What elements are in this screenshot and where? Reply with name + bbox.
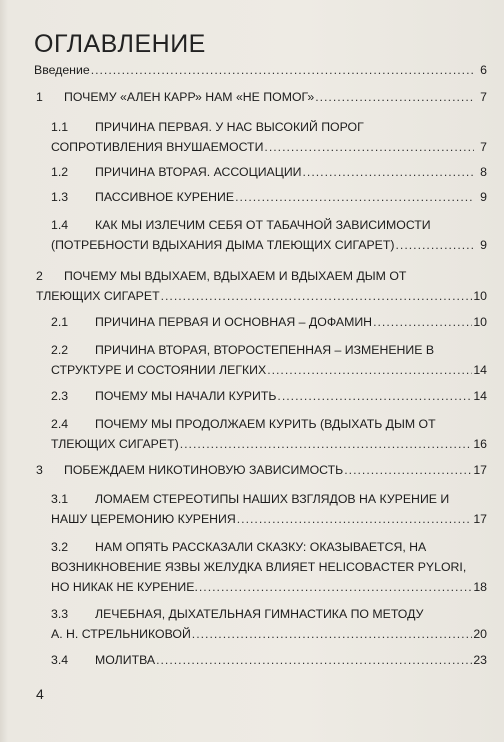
toc-entry[interactable] <box>51 187 487 207</box>
toc-leader-dots <box>315 87 474 107</box>
toc-page-number: 20 <box>473 627 487 641</box>
toc-leader-dots <box>180 434 473 454</box>
toc-leader-dots <box>344 460 472 480</box>
toc-leader-dots <box>264 137 474 157</box>
toc-number: 1 <box>36 90 43 104</box>
toc-line <box>36 286 487 306</box>
toc-number: 2.4 <box>51 417 69 431</box>
toc-leader-dots <box>373 312 472 332</box>
toc-title-text: ПОЧЕМУ «АЛЕН КАРР» НАМ «НЕ ПОМОГ» <box>64 90 315 104</box>
toc-number: 3.3 <box>51 607 69 621</box>
toc-line <box>51 312 487 332</box>
toc-line <box>51 187 487 207</box>
toc-title-text: ПРИЧИНА ПЕРВАЯ И ОСНОВНАЯ – ДОФАМИН <box>95 315 373 329</box>
toc-number: 1.4 <box>51 218 69 232</box>
toc-leader-dots <box>396 235 475 255</box>
toc-number: 3 <box>36 463 43 477</box>
toc-title-text: Введение <box>34 63 90 77</box>
toc-line <box>51 489 487 509</box>
toc-title-text: ПРИЧИНА ПЕРВАЯ. У НАС ВЫСОКИЙ ПОРОГ <box>95 120 364 134</box>
toc-number: 3.4 <box>51 653 69 667</box>
toc-line <box>34 60 487 80</box>
toc-title-text: ПОЧЕМУ МЫ ВДЫХАЕМ, ВДЫХАЕМ И ВДЫХАЕМ ДЫМ ОТ <box>64 269 407 283</box>
toc-line <box>51 604 487 624</box>
toc-leader-dots <box>303 162 474 182</box>
toc-leader-dots <box>235 187 474 207</box>
toc-entry[interactable] <box>51 650 487 670</box>
toc-number: 2.3 <box>51 389 69 403</box>
toc-page-number: 8 <box>480 165 487 179</box>
toc-line <box>36 87 487 107</box>
toc-entry[interactable] <box>36 266 487 306</box>
toc-title-text: ТЛЕЮЩИХ СИГАРЕТ <box>36 289 160 303</box>
toc-line <box>51 360 487 380</box>
toc-line <box>51 386 487 406</box>
toc-title-text: НО НИКАК НЕ КУРЕНИЕ. <box>51 580 198 594</box>
page-title: ОГЛАВЛЕНИЕ <box>34 30 206 58</box>
toc-line <box>51 162 487 182</box>
toc-number: 2.1 <box>51 315 69 329</box>
toc-entry[interactable] <box>51 414 487 454</box>
toc-page-number: 10 <box>473 289 487 303</box>
toc-title-text: НАМ ОПЯТЬ РАССКАЗАЛИ СКАЗКУ: ОКАЗЫВАЕТСЯ, НА <box>95 540 427 554</box>
toc-page-number: 7 <box>480 140 487 154</box>
toc-line <box>51 414 487 434</box>
toc-page-number: 17 <box>473 512 487 526</box>
toc-title-text: СОПРОТИВЛЕНИЯ ВНУШАЕМОСТИ <box>51 140 264 154</box>
toc-entry[interactable] <box>51 312 487 332</box>
toc-leader-dots <box>199 577 472 597</box>
toc-page-number: 7 <box>480 90 487 104</box>
toc-number: 1.2 <box>51 165 69 179</box>
toc-entry[interactable] <box>36 87 487 107</box>
toc-page-number: 16 <box>473 437 487 451</box>
toc-title-text: СТРУКТУРЕ И СОСТОЯНИИ ЛЕГКИХ <box>51 363 267 377</box>
toc-line <box>51 650 487 670</box>
toc-entry[interactable] <box>51 340 487 380</box>
toc-entry[interactable] <box>51 117 487 157</box>
toc-entry[interactable] <box>51 604 487 644</box>
toc-number: 1.3 <box>51 190 69 204</box>
toc-page-number: 23 <box>473 653 487 667</box>
toc-title-text: ПОЧЕМУ МЫ ПРОДОЛЖАЕМ КУРИТЬ (ВДЫХАТЬ ДЫМ ОТ <box>95 417 436 431</box>
toc-entry[interactable] <box>51 489 487 529</box>
toc-title-text: ПАССИВНОЕ КУРЕНИЕ <box>95 190 235 204</box>
toc-title-text: КАК МЫ ИЗЛЕЧИМ СЕБЯ ОТ ТАБАЧНОЙ ЗАВИСИМОСТИ <box>95 218 431 232</box>
toc-leader-dots <box>277 386 472 406</box>
toc-title-text: ПОЧЕМУ МЫ НАЧАЛИ КУРИТЬ <box>95 389 277 403</box>
toc-leader-dots <box>267 360 472 380</box>
toc-line <box>51 557 487 577</box>
toc-page-number: 14 <box>473 363 487 377</box>
toc-number: 1.1 <box>51 120 69 134</box>
toc-leader-dots <box>156 650 472 670</box>
toc-title-text: (ПОТРЕБНОСТИ ВДЫХАНИЯ ДЫМА ТЛЕЮЩИХ СИГАРЕТ) <box>51 238 395 252</box>
toc-number: 3.2 <box>51 540 69 554</box>
toc-entry[interactable] <box>51 215 487 255</box>
toc-page-number: 17 <box>473 463 487 477</box>
toc-line <box>36 266 487 286</box>
toc-entry[interactable] <box>51 537 487 597</box>
toc-entry[interactable] <box>36 460 487 480</box>
toc-page-number: 6 <box>480 63 487 77</box>
toc-page-number: 9 <box>480 190 487 204</box>
toc-line <box>51 624 487 644</box>
toc-leader-dots <box>237 509 473 529</box>
toc-title-text: ВОЗНИКНОВЕНИЕ ЯЗВЫ ЖЕЛУДКА ВЛИЯЕТ HELICOBACTER PYLORI, <box>51 560 467 574</box>
toc-page-number: 10 <box>473 315 487 329</box>
toc-title-text: МОЛИТВА <box>95 653 156 667</box>
toc-title-text: ПОБЕЖДАЕМ НИКОТИНОВУЮ ЗАВИСИМОСТЬ <box>64 463 344 477</box>
toc-title-text: ПРИЧИНА ВТОРАЯ. АССОЦИАЦИИ <box>95 165 302 179</box>
toc-title-text: ПРИЧИНА ВТОРАЯ, ВТОРОСТЕПЕННАЯ – ИЗМЕНЕНИЕ В <box>95 343 435 357</box>
toc-title-text: ЛОМАЕМ СТЕРЕОТИПЫ НАШИХ ВЗГЛЯДОВ НА КУРЕНИЕ И <box>95 492 450 506</box>
toc-number: 2 <box>36 269 43 283</box>
toc-line <box>51 537 487 557</box>
toc-title-text: НАШУ ЦЕРЕМОНИЮ КУРЕНИЯ <box>51 512 236 526</box>
toc-number: 2.2 <box>51 343 69 357</box>
toc-leader-dots <box>192 624 473 644</box>
toc-title-text: ЛЕЧЕБНАЯ, ДЫХАТЕЛЬНАЯ ГИМНАСТИКА ПО МЕТОДУ <box>95 607 424 621</box>
toc-page-number: 14 <box>473 389 487 403</box>
toc-line <box>51 235 487 255</box>
toc-line <box>51 215 487 235</box>
toc-page-number: 18 <box>473 580 487 594</box>
toc-number: 3.1 <box>51 492 69 506</box>
toc-title-text: А. Н. СТРЕЛЬНИКОВОЙ <box>51 627 191 641</box>
toc-line <box>51 434 487 454</box>
toc-line <box>51 137 487 157</box>
toc-line <box>51 340 487 360</box>
toc-entry[interactable] <box>34 60 487 80</box>
toc-line <box>51 577 487 597</box>
toc-entry[interactable] <box>51 386 487 406</box>
toc-line <box>36 460 487 480</box>
toc-entry[interactable] <box>51 162 487 182</box>
page-number: 4 <box>36 686 44 702</box>
toc-title-text: ТЛЕЮЩИХ СИГАРЕТ) <box>51 437 179 451</box>
toc-leader-dots <box>161 286 473 306</box>
toc-leader-dots <box>91 60 474 80</box>
toc-line <box>51 509 487 529</box>
toc-page-number: 9 <box>480 238 487 252</box>
toc-line <box>51 117 487 137</box>
